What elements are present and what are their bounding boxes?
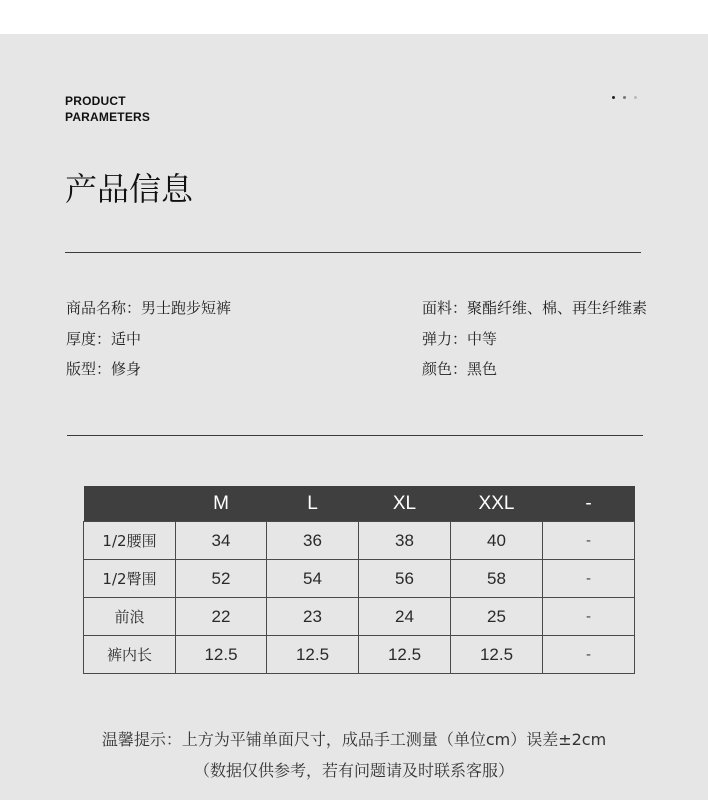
product-parameters (66, 297, 686, 397)
param-product-name: 商品名称：男士跑步短裤 (66, 299, 232, 317)
table-cell: 12.5 (451, 636, 543, 674)
row-label: 前浪 (84, 598, 176, 636)
table-cell: - (543, 636, 635, 674)
table-cell: 52 (176, 560, 267, 598)
dot-icon (612, 96, 615, 99)
english-section-title (65, 93, 150, 125)
table-cell: 38 (359, 522, 451, 560)
table-cell: 12.5 (176, 636, 267, 674)
english-title-line-2: PARAMETERS (65, 110, 151, 124)
table-row (84, 560, 635, 598)
header-cell-xxl: XXL (451, 486, 543, 522)
header-cell-xl: XL (359, 486, 451, 522)
table-cell: 58 (451, 560, 543, 598)
divider-bottom (67, 435, 643, 436)
table-cell: 12.5 (359, 636, 451, 674)
table-cell: 36 (267, 522, 359, 560)
table-cell: 23 (267, 598, 359, 636)
table-cell: 12.5 (267, 636, 359, 674)
header-cell-dash: - (543, 486, 635, 522)
param-thickness: 厚度：适中 (66, 330, 142, 348)
divider-top (65, 252, 641, 253)
table-cell: - (543, 598, 635, 636)
param-color: 颜色：黑色 (422, 360, 498, 378)
dot-icon (623, 96, 626, 99)
row-label: 1/2腰围 (84, 522, 176, 560)
measurement-note: 温馨提示：上方为平铺单面尺寸，成品手工测量（单位cm）误差±2cm (101, 730, 607, 749)
table-cell: 34 (176, 522, 267, 560)
table-cell: 40 (451, 522, 543, 560)
header-cell-empty (84, 486, 176, 522)
row-label: 裤内长 (84, 636, 176, 674)
param-elasticity: 弹力：中等 (422, 330, 498, 348)
page-title: 产品信息 (65, 170, 194, 209)
content-panel (0, 34, 708, 800)
row-label: 1/2臀围 (84, 560, 176, 598)
table-row (84, 522, 635, 560)
table-row (84, 636, 635, 674)
param-fabric: 面料：聚酯纤维、棉、再生纤维素 (422, 299, 648, 317)
reference-note: （数据仅供参考，若有问题请及时联系客服） (193, 761, 514, 780)
table-cell: 22 (176, 598, 267, 636)
header-cell-m: M (176, 486, 267, 522)
size-table-header (84, 486, 635, 522)
size-table (83, 486, 635, 674)
english-title-line-1: PRODUCT (65, 94, 126, 108)
table-cell: 54 (267, 560, 359, 598)
table-cell: - (543, 560, 635, 598)
decorative-dots (612, 96, 637, 99)
table-cell: 56 (359, 560, 451, 598)
table-row (84, 598, 635, 636)
table-cell: 24 (359, 598, 451, 636)
param-fit: 版型：修身 (66, 360, 142, 378)
table-cell: 25 (451, 598, 543, 636)
dot-icon (634, 96, 637, 99)
table-cell: - (543, 522, 635, 560)
header-cell-l: L (267, 486, 359, 522)
